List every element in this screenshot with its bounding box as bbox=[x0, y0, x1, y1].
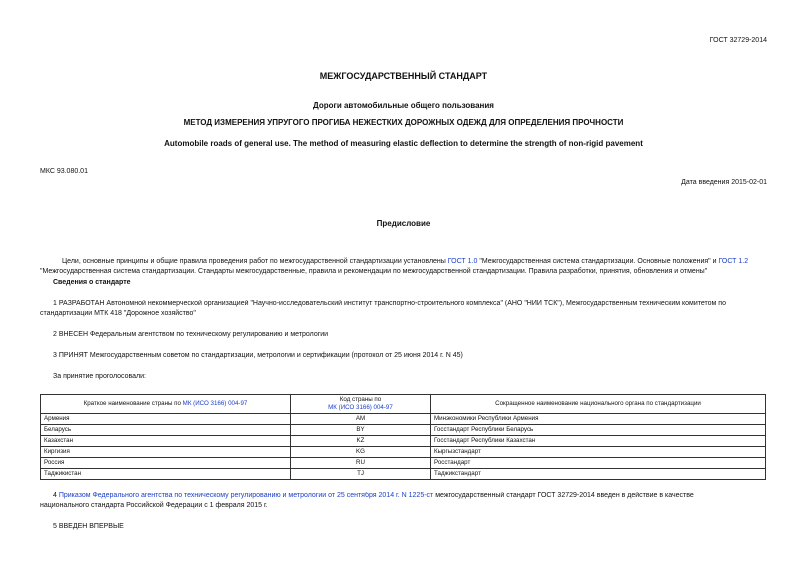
country-cell: Казахстан bbox=[41, 436, 291, 447]
preface-heading: Предисловие bbox=[376, 219, 431, 228]
org-cell: Минэкономики Республики Армения bbox=[431, 414, 766, 425]
info-heading: Сведения о стандарте bbox=[53, 279, 131, 286]
org-cell: Росстандарт bbox=[431, 458, 766, 469]
country-cell: Киргизия bbox=[41, 447, 291, 458]
title-russian: МЕТОД ИЗМЕРЕНИЯ УПРУГОГО ПРОГИБА НЕЖЕСТКИХ ДОРОЖНЫХ ОДЕЖД ДЛЯ ОПРЕДЕЛЕНИЯ ПРОЧНОСТИ bbox=[183, 118, 624, 127]
intro-paragraph-line2: "Межгосударственная система стандартизации. Стандарты межгосударственные, правила и рекомендации по межгосударственной стандартизации. Правила разработки, принятия, обновления и отмены" bbox=[40, 268, 708, 275]
intro-text-1: Цели, основные принципы и общие правила проведения работ по межгосударственной стандартизации установлены bbox=[62, 258, 448, 265]
code-cell: TJ bbox=[291, 469, 431, 480]
subject-heading: Дороги автомобильные общего пользования bbox=[313, 101, 494, 110]
table-row bbox=[41, 469, 766, 480]
item3: 3 ПРИНЯТ Межгосударственным советом по стандартизации, метрологии и сертификации (протокол от 25 июня 2014 г. N 45) bbox=[53, 352, 463, 359]
gost-1-0-link[interactable]: ГОСТ 1.0 bbox=[447, 258, 478, 265]
item2: 2 ВНЕСЕН Федеральным агентством по техническому регулированию и метрологии bbox=[53, 331, 329, 338]
item4-line2: национального стандарта Российской Федерации с 1 февраля 2015 г. bbox=[40, 502, 268, 509]
header-code-text: Код страны по bbox=[339, 396, 382, 404]
table-row bbox=[41, 414, 766, 425]
country-cell: Россия bbox=[41, 458, 291, 469]
header-country-code bbox=[291, 395, 431, 414]
country-cell: Армения bbox=[41, 414, 291, 425]
code-cell: BY bbox=[291, 425, 431, 436]
mks-code: МКС 93.080.01 bbox=[40, 168, 88, 175]
header-org-name: Сокращенное наименование национального органа по стандартизации bbox=[431, 395, 766, 414]
item1-line1: 1 РАЗРАБОТАН Автономной некоммерческой организацией "Научно-исследовательский институт транспортно-строительного комплекса" (АНО "НИИ ТСК"), Межгосударственным техническим комитетом по bbox=[53, 300, 726, 307]
country-cell: Таджикистан bbox=[41, 469, 291, 480]
item4-number: 4 bbox=[53, 492, 59, 499]
table-row bbox=[41, 458, 766, 469]
intro-text-2: "Межгосударственная система стандартизации. Основные положения" и bbox=[477, 258, 719, 265]
item1-line2: стандартизации МТК 418 "Дорожное хозяйство" bbox=[40, 310, 196, 317]
document-number: ГОСТ 32729-2014 bbox=[709, 37, 767, 44]
org-cell: Таджикстандарт bbox=[431, 469, 766, 480]
code-cell: RU bbox=[291, 458, 431, 469]
intro-date: Дата введения 2015-02-01 bbox=[681, 179, 767, 186]
org-cell: Кыргызстандарт bbox=[431, 447, 766, 458]
gost-1-2-link[interactable]: ГОСТ 1.2 bbox=[718, 258, 749, 265]
table-row bbox=[41, 447, 766, 458]
standard-type-heading: МЕЖГОСУДАРСТВЕННЫЙ СТАНДАРТ bbox=[319, 71, 488, 81]
voted-label: За принятие проголосовали: bbox=[53, 373, 146, 380]
mk-iso-link[interactable]: МК (ИСО 3166) 004-97 bbox=[182, 400, 248, 408]
code-cell: AM bbox=[291, 414, 431, 425]
mk-iso-code-link[interactable]: МК (ИСО 3166) 004-97 bbox=[328, 404, 393, 411]
item4-line1 bbox=[53, 492, 766, 499]
intro-paragraph-line1 bbox=[62, 258, 748, 265]
header-country-name bbox=[41, 395, 291, 414]
org-cell: Госстандарт Республики Беларусь bbox=[431, 425, 766, 436]
country-cell: Беларусь bbox=[41, 425, 291, 436]
countries-table bbox=[40, 394, 766, 480]
order-link[interactable]: Приказом Федерального агентства по техническому регулированию и метрологии от 25 сентября 2014 г. N 1225-ст bbox=[58, 492, 434, 499]
org-cell: Госстандарт Республики Казахстан bbox=[431, 436, 766, 447]
code-cell: KG bbox=[291, 447, 431, 458]
table-header-row bbox=[41, 395, 766, 414]
table-row bbox=[41, 425, 766, 436]
code-cell: KZ bbox=[291, 436, 431, 447]
header-country-text: Краткое наименование страны по bbox=[83, 400, 183, 408]
table-row bbox=[41, 436, 766, 447]
item5: 5 ВВЕДЕН ВПЕРВЫЕ bbox=[53, 523, 124, 530]
title-english: Automobile roads of general use. The method of measuring elastic deflection to determine the strength of non-rigid pavement bbox=[164, 139, 643, 148]
item4-text: межгосударственный стандарт ГОСТ 32729-2014 введен в действие в качестве bbox=[433, 492, 694, 499]
